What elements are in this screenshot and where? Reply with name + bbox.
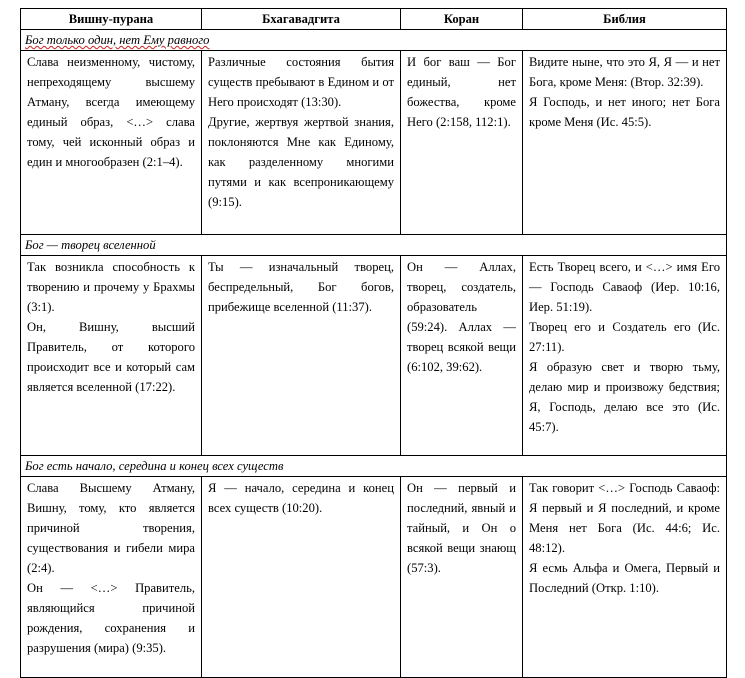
bible-cell (523, 256, 727, 456)
quote-paragraph: Он, Вишну, высший Правитель, от которого происходит все и который сам является вселенной (17:22). (27, 320, 195, 394)
vishnu-purana-cell (21, 256, 202, 456)
quote-paragraph: И бог ваш — Бог единый, нет божества, кроме Него (2:158, 112:1). (407, 55, 516, 129)
quote-paragraph: Так говорит <…> Господь Саваоф: Я первый и Я последний, и кроме Меня нет Бога (Ис. 44:6; Ис. 48:12). (529, 481, 720, 555)
quote-paragraph: Я — начало, середина и конец всех существ (10:20). (208, 481, 394, 515)
bhagavad-gita-cell (202, 477, 401, 678)
quote-paragraph: Так возникла способность к творению и прочему у Брахмы (3:1). (27, 260, 195, 314)
comparison-table (20, 8, 727, 678)
quran-cell (401, 477, 523, 678)
quote-paragraph: Он — <…> Правитель, являющийся причиной рождения, сохранения и разрушения (мира) (9:35). (27, 581, 195, 655)
quran-cell (401, 51, 523, 235)
bhagavad-gita-cell (202, 51, 401, 235)
section-title: Бог есть начало, середина и конец всех существ (21, 456, 727, 477)
section-title: Бог только один, нет Ему равного (21, 30, 727, 51)
quran-cell (401, 256, 523, 456)
quote-paragraph: Ты — изначальный творец, беспредельный, Бог богов, прибежище вселенной (11:37). (208, 260, 394, 314)
vishnu-purana-cell (21, 51, 202, 235)
bhagavad-gita-cell (202, 256, 401, 456)
section-row (21, 235, 727, 256)
header-row (21, 9, 727, 30)
bible-cell (523, 477, 727, 678)
vishnu-purana-cell (21, 477, 202, 678)
quote-paragraph: Есть Творец всего, и <…> имя Его — Господь Саваоф (Иер. 10:16, Иер. 51:19). (529, 260, 720, 314)
section-row (21, 456, 727, 477)
quote-paragraph: Я образую свет и творю тьму, делаю мир и произвожу бедствия; Я, Господь, делаю все это (Ис. 45:7). (529, 360, 720, 434)
table-row (21, 477, 727, 678)
quote-paragraph: Видите ныне, что это Я, Я — и нет Бога, кроме Меня: (Втор. 32:39). (529, 55, 720, 89)
table-row (21, 51, 727, 235)
table-row (21, 256, 727, 456)
quote-paragraph: Я есмь Альфа и Омега, Первый и Последний (Откр. 1:10). (529, 561, 720, 595)
header-bible: Библия (523, 9, 727, 30)
quote-paragraph: Он — первый и последний, явный и тайный, и Он о всякой вещи знающ (57:3). (407, 481, 516, 575)
bible-cell (523, 51, 727, 235)
header-quran: Коран (401, 9, 523, 30)
quote-paragraph: Слава неизменному, чистому, непреходящему высшему Атману, всегда имеющему единый образ, <…> слава тому, чей исконный образ и един и многообразен (2:1–4). (27, 55, 195, 169)
section-title: Бог — творец вселенной (21, 235, 727, 256)
quote-paragraph: Он — Аллах, творец, создатель, образователь (59:24). Аллах — творец всякой вещи (6:102, 39:62). (407, 260, 516, 374)
header-vishnu-purana: Вишну-пурана (21, 9, 202, 30)
quote-paragraph: Другие, жертвуя жертвой знания, поклоняются Мне как Единому, как разделенному многими путями и как всепроникающему (9:15). (208, 115, 394, 209)
section-row (21, 30, 727, 51)
header-bhagavad-gita: Бхагавадгита (202, 9, 401, 30)
quote-paragraph: Творец его и Создатель его (Ис. 27:11). (529, 320, 720, 354)
quote-paragraph: Различные состояния бытия существ пребывают в Едином и от Него происходят (13:30). (208, 55, 394, 109)
quote-paragraph: Я Господь, и нет иного; нет Бога кроме Меня (Ис. 45:5). (529, 95, 720, 129)
quote-paragraph: Слава Высшему Атману, Вишну, тому, кто является причиной творения, существования и гибели мира (2:4). (27, 481, 195, 575)
